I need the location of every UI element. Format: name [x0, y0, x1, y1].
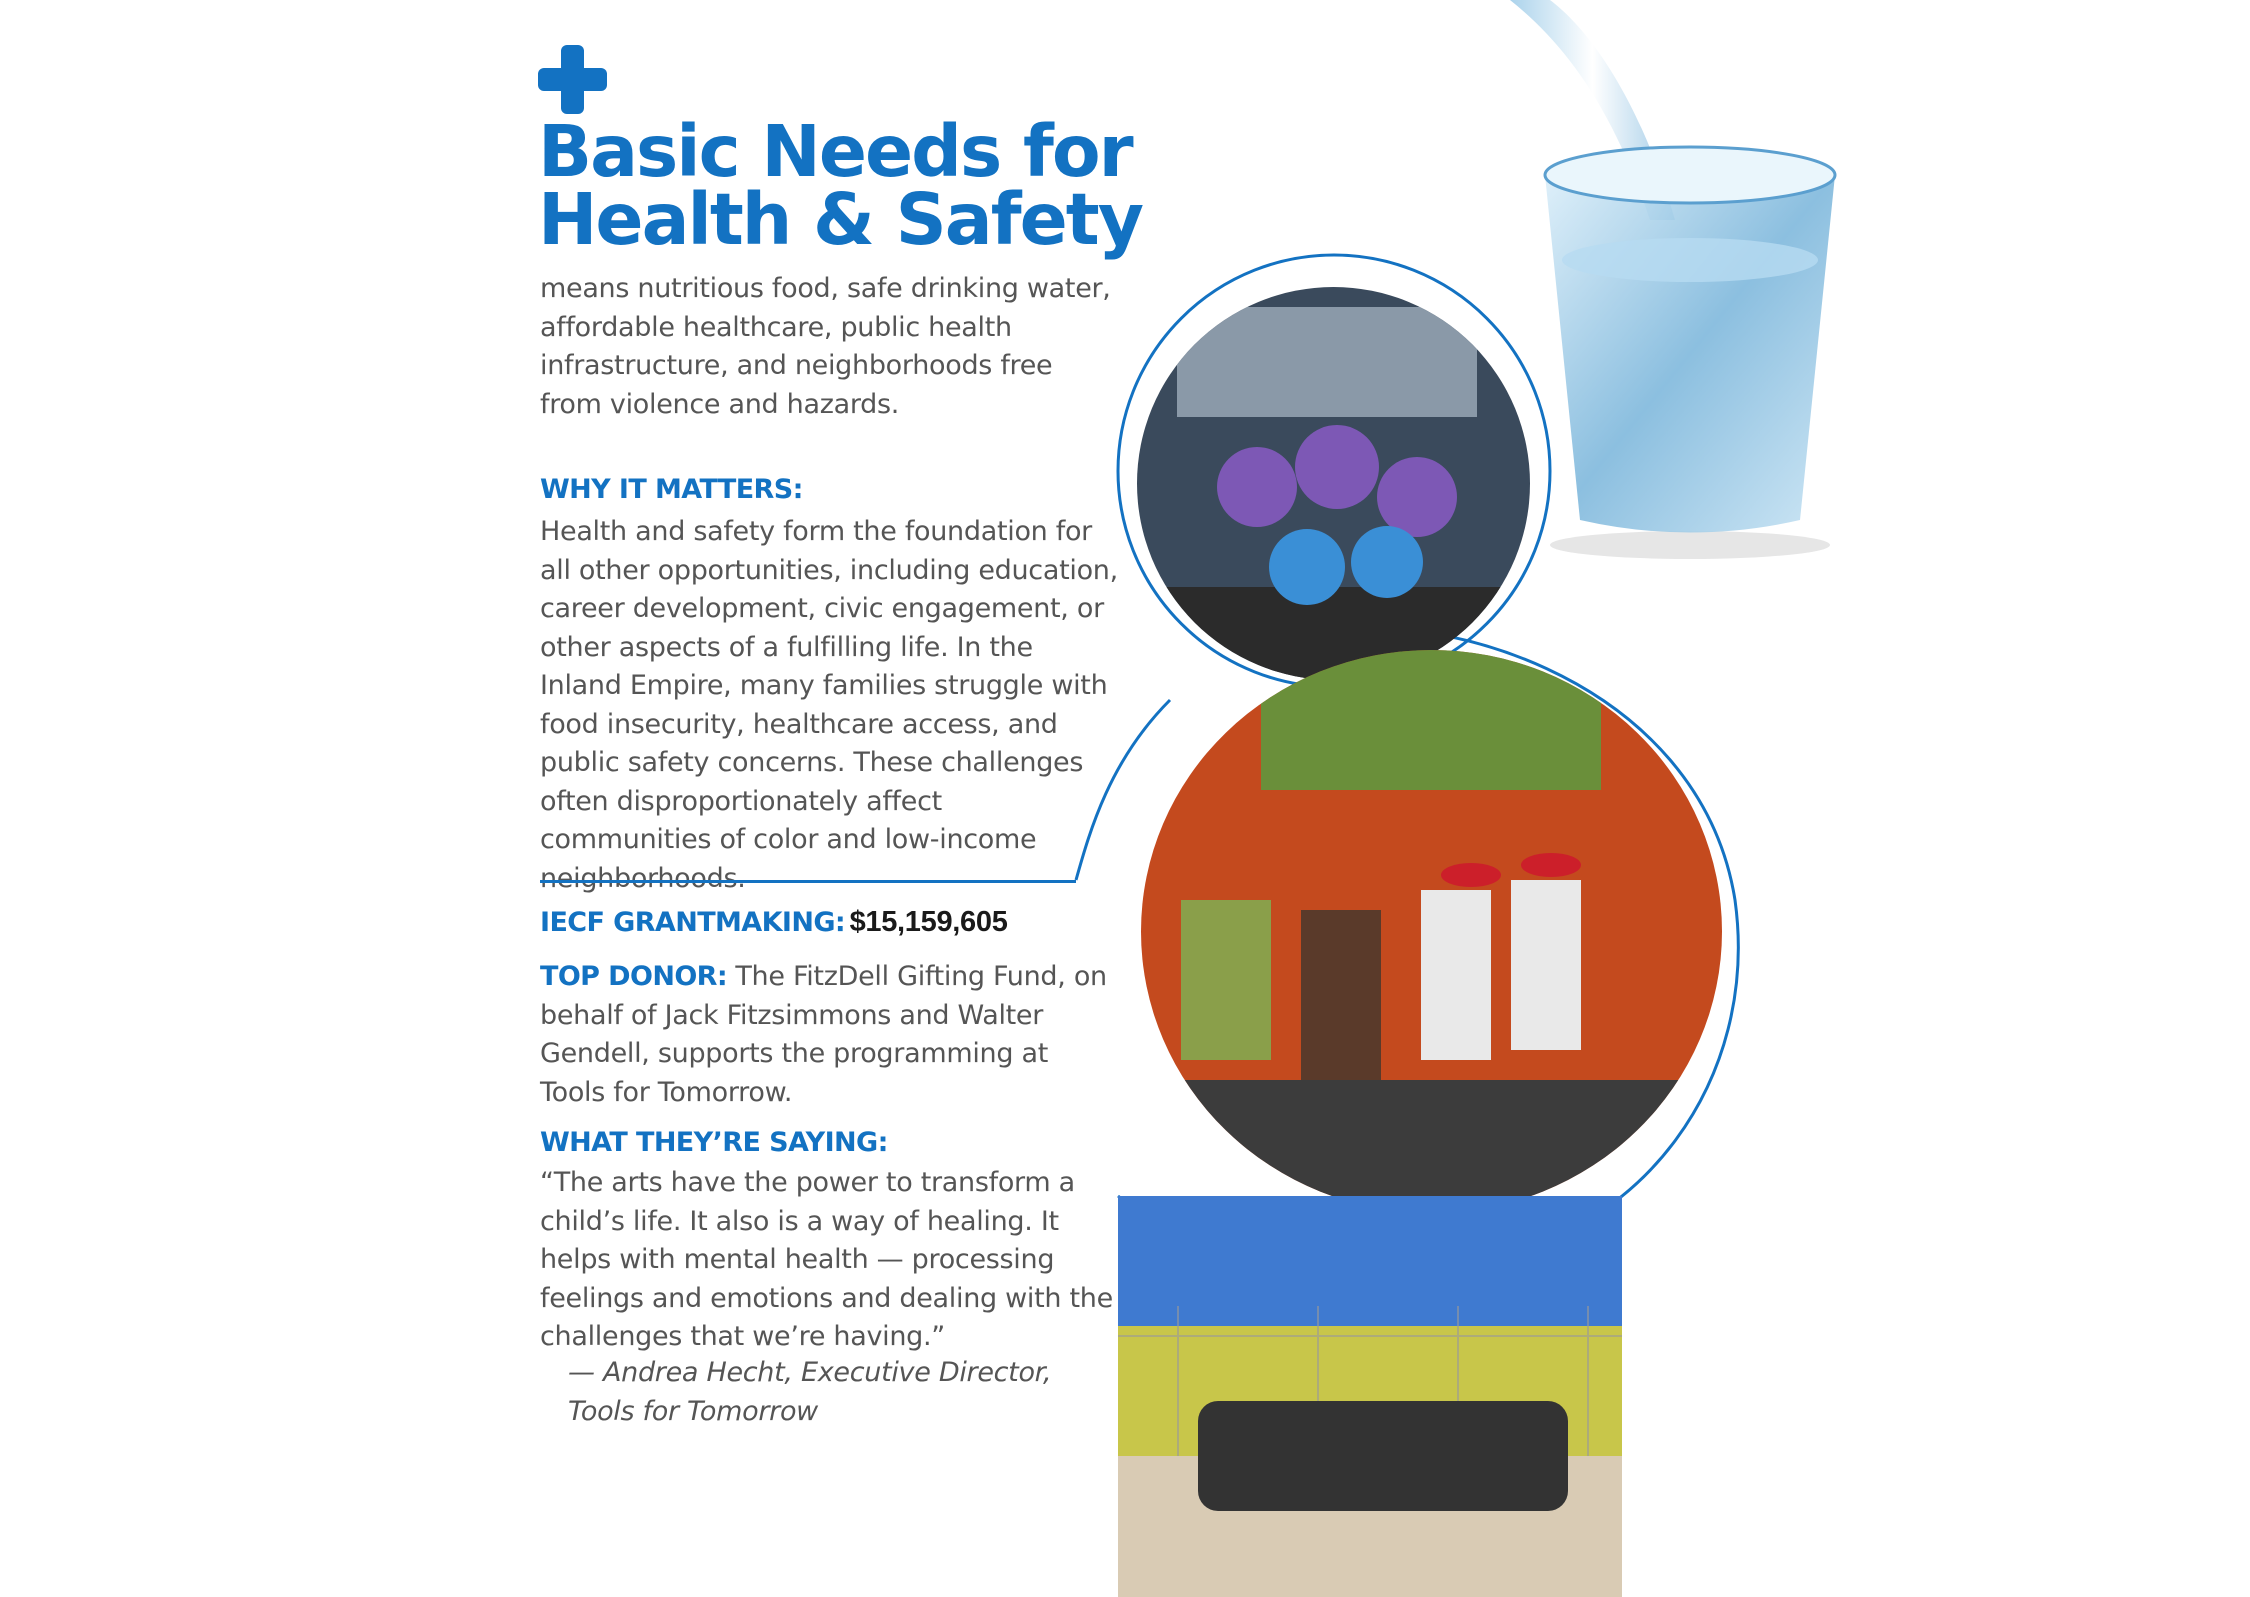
page-title	[538, 110, 1258, 261]
water-glass-image	[1500, 0, 1840, 560]
why-it-matters-label: WHY IT MATTERS:	[540, 474, 803, 505]
top-donor-paragraph	[540, 958, 1120, 1112]
outdoor-group-photo	[1118, 1196, 1622, 1597]
grantmaking-label: IECF GRANTMAKING:	[540, 907, 846, 938]
section-divider	[540, 880, 1076, 883]
title-line-2: Health & Safety	[538, 178, 1142, 261]
quote-text: “The arts have the power to transform a child’s life. It also is a way of healing. It helps with mental health — processing feelings and emotions and dealing with the challenges that we’re having.”	[540, 1167, 1113, 1352]
top-donor-text: The FitzDell Gifting Fund, on behalf of Jack Fitzsimmons and Walter Gendell, supports the programming at Tools for Tomorrow.	[540, 961, 1107, 1108]
top-donor-label: TOP DONOR:	[540, 961, 728, 992]
plus-icon	[538, 45, 607, 114]
why-it-matters-text: Health and safety form the foundation for all other opportunities, including education, career development, civic engagement, or other aspects of a fulfilling life. In the Inland Empire, many families struggle with food insecurity, healthcare access, and public safety concerns. These challenges often disproportionately affect communities of color and low-income neighborhoods.	[540, 516, 1118, 894]
grantmaking-line	[540, 906, 1008, 939]
classroom-group-photo	[1137, 287, 1530, 680]
attribution-line-2: Tools for Tomorrow	[568, 1395, 818, 1427]
quote-attribution	[568, 1354, 1128, 1431]
what-theyre-saying-label: WHAT THEY’RE SAYING:	[540, 1127, 888, 1158]
intro-text: means nutritious food, safe drinking water, affordable healthcare, public health infrastructure, and neighborhoods free from violence and hazards.	[540, 273, 1111, 420]
attribution-line-1: — Andrea Hecht, Executive Director,	[568, 1357, 1052, 1388]
grantmaking-amount: $15,159,605	[849, 906, 1008, 938]
title-line-1: Basic Needs for	[538, 110, 1132, 193]
theater-group-photo	[1141, 650, 1722, 1213]
